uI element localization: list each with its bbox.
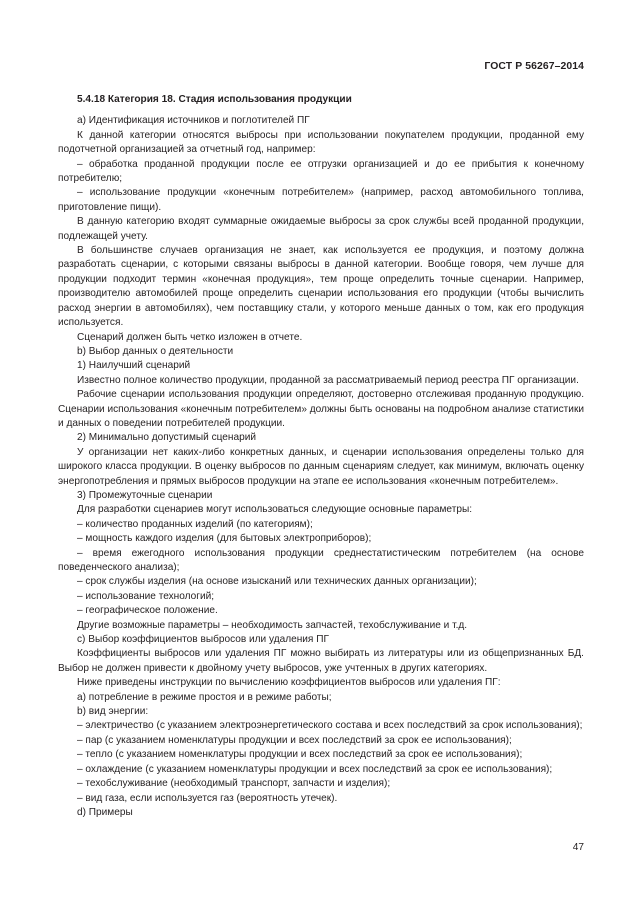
subsection-title: 1) Наилучший сценарий: [77, 360, 191, 372]
paragraph: К данной категории относятся выбросы при использовании покупателем продукции, проданной ему подотчетной организацией за отчетный год, например:: [58, 129, 584, 156]
subsection-title: b) Выбор данных о деятельности: [77, 345, 234, 357]
subsection-title: 3) Промежуточные сценарии: [77, 489, 213, 501]
page-content: [58, 93, 584, 820]
list-item: – географическое положение.: [77, 605, 218, 617]
paragraph: Рабочие сценарии использования продукции определяют, достоверно отслеживая проданную продукцию. Сценарии использования «конечным потребителем» должны быть основаны на подробном анализе статистики и данных о поведении потребителей продукции.: [58, 389, 584, 429]
paragraph: а) Идентификация источников и поглотителей ПГ: [77, 115, 310, 127]
paragraph: Сценарий должен быть четко изложен в отчете.: [77, 331, 303, 343]
list-item: b) вид энергии:: [77, 706, 149, 718]
list-item: – вид газа, если используется газ (вероятность утечек).: [77, 792, 338, 804]
list-item: – охлаждение (с указанием номенклатуры продукции и всех последствий за срок ее использования);: [77, 763, 553, 775]
list-item: – использование продукции «конечным потребителем» (например, расход автомобильного топлива, приготовление пищи).: [58, 187, 584, 213]
list-item: – пар (с указанием номенклатуры продукции и всех последствий за срок ее использования);: [77, 734, 512, 746]
paragraph: В большинстве случаев организация не знает, как используется ее продукция, и поэтому должна разработать сценарии, с которыми связаны выбросы в данной категории. Вообще говоря, чем лучше для продукции подходит термин «конечная продукция», тем проще определить точные сценарии. Например, производителю автомобилей проще определить сценарии использования его продукции (чтобы вычислить расход энергии в автомобилях), чем поставщику стали, у которого меньше данных о том, как его продукция используется.: [58, 245, 584, 329]
list-item: – обработка проданной продукции после ее отгрузки организацией и до ее прибытия к конечному потребителю;: [58, 158, 584, 185]
section-heading: 5.4.18 Категория 18. Стадия использования продукции: [77, 94, 352, 105]
list-item: а) потребление в режиме простоя и в режиме работы;: [77, 691, 332, 703]
subsection-title: с) Выбор коэффициентов выбросов или удаления ПГ: [77, 634, 329, 646]
page-footer: [573, 842, 584, 853]
standard-number: ГОСТ Р 56267–2014: [484, 61, 584, 72]
subsection-title: d) Примеры: [77, 806, 133, 818]
paragraph: Известно полное количество продукции, проданной за рассматриваемый период реестра ПГ организации.: [77, 374, 579, 386]
subsection-title: 2) Минимально допустимый сценарий: [77, 432, 256, 444]
paragraph: Для разработки сценариев могут использоваться следующие основные параметры:: [77, 504, 473, 516]
paragraph: Ниже приведены инструкции по вычислению коэффициентов выбросов или удаления ПГ:: [77, 677, 501, 689]
document-header: [484, 61, 584, 72]
list-item: – количество проданных изделий (по категориям);: [77, 518, 313, 530]
list-item: – тепло (с указанием номенклатуры продукции и всех последствий за срок ее использования);: [77, 749, 523, 761]
list-item: – срок службы изделия (на основе изысканий или технических данных организации);: [77, 576, 477, 588]
list-item: – мощность каждого изделия (для бытовых электроприборов);: [77, 533, 372, 545]
list-item: – время ежегодного использования продукции среднестатистическим потребителем (на основе поведенческого анализа);: [58, 547, 584, 573]
paragraph: Коэффициенты выбросов или удаления ПГ можно выбирать из литературы или из общепризнанных БД. Выбор не должен привести к двойному учету выбросов, уже учтенных в других категориях.: [58, 648, 584, 674]
page-number: 47: [572, 842, 584, 853]
list-item: – использование технологий;: [77, 590, 215, 602]
list-item: – техобслуживание (необходимый транспорт, запчасти и изделия);: [77, 778, 391, 790]
paragraph: У организации нет каких-либо конкретных данных, и сценарии использования определены только для широкого класса продукции. В оценку выбросов по данным сценариям следует, как минимум, включать оценку энергопотребления и прямых выбросов продукции на этапе ее использования «конечным потребителем».: [58, 446, 584, 487]
list-item: – электричество (с указанием электроэнергетического состава и всех последствий за срок использования);: [77, 720, 583, 732]
paragraph: Другие возможные параметры – необходимость запчастей, техобслуживание и т.д.: [77, 619, 468, 631]
paragraph: В данную категорию входят суммарные ожидаемые выбросы за срок службы всей проданной продукции, подлежащей учету.: [58, 216, 584, 242]
